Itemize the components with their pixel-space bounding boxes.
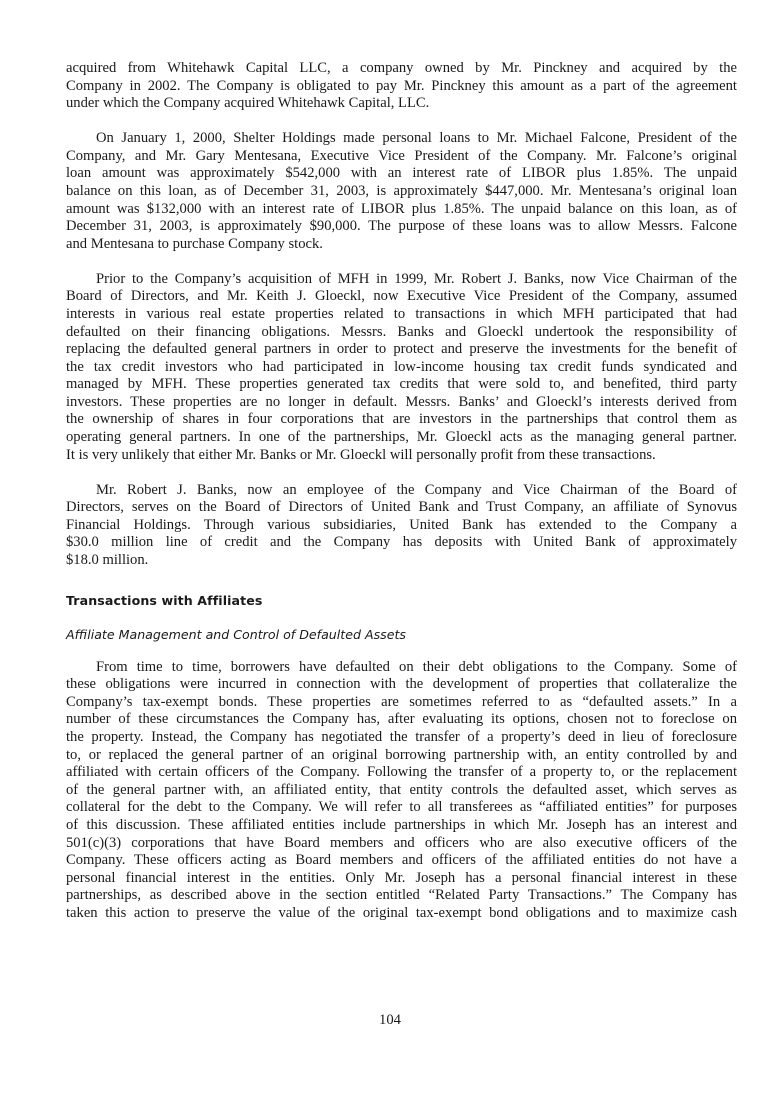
text-line: of the general partner with, an affiliated entity, that entity controls the defaulted asset, which serves as (66, 781, 737, 798)
text-line: Board of Directors, and Mr. Keith J. Gloeckl, now Executive Vice President of the Company, assumed (66, 288, 737, 305)
text-line: 501(c)(3) corporations that have Board members and officers who are also executive officers of the (66, 834, 737, 851)
text-line: It is very unlikely that either Mr. Banks or Mr. Gloeckl will personally profit from these transactions. (66, 446, 656, 463)
text-line: partnerships, as described above in the section entitled “Related Party Transactions.” The Company has (66, 887, 737, 904)
text-line: interests in various real estate properties related to transactions in which MFH participated that had (66, 305, 737, 322)
paragraph-united-bank (66, 482, 737, 570)
text-line: December 31, 2003, is approximately $90,000. The purpose of these loans was to allow Messrs. Falcone (66, 218, 737, 235)
text-line: the property. Instead, the Company has negotiated the transfer of a property’s deed in lieu of foreclosure (66, 728, 737, 745)
text-line: Directors, serves on the Board of Directors of United Bank and Trust Company, an affiliate of Synovus (66, 499, 737, 516)
text-line: loan amount was approximately $542,000 with an interest rate of LIBOR plus 1.85%. The unpaid (66, 165, 737, 182)
page-number: 104 (379, 1012, 401, 1028)
document-page (66, 60, 737, 940)
text-line: number of these circumstances the Company has, after evaluating its options, chosen not to foreclose on (66, 711, 737, 728)
text-line: replacing the defaulted general partners in order to protect and preserve the investments for the benefit of (66, 341, 737, 358)
text-line: affiliated with certain officers of the Company. Following the transfer of a property to, or the replacement (66, 764, 737, 781)
text-line: operating general partners. In one of the partnerships, Mr. Gloeckl acts as the managing general partner. (66, 429, 737, 446)
text-line: Mr. Robert J. Banks, now an employee of the Company and Vice Chairman of the Board of (96, 481, 737, 498)
text-line: managed by MFH. These properties generated tax credits that were sold to, and benefited, third party (66, 376, 737, 393)
text-line: On January 1, 2000, Shelter Holdings made personal loans to Mr. Michael Falcone, President of the (96, 130, 737, 147)
text-line: and Mentesana to purchase Company stock. (66, 235, 323, 252)
text-line: Prior to the Company’s acquisition of MFH in 1999, Mr. Robert J. Banks, now Vice Chairman of the (96, 270, 737, 287)
text-line: the tax credit investors who had participated in low-income housing tax credit funds syndicated and (66, 358, 737, 375)
text-line: of this discussion. These affiliated entities include partnerships in which Mr. Joseph has an interest and (66, 816, 737, 833)
text-line: taken this action to preserve the value of the original tax-exempt bond obligations and to maximize cash (66, 904, 737, 921)
text-line: investors. These properties are no longer in default. Messrs. Banks’ and Gloeckl’s interests derived from (66, 393, 737, 410)
text-line: $30.0 million line of credit and the Company has deposits with United Bank of approximately (66, 534, 737, 551)
text-line: collateral for the debt to the Company. We will refer to all transferees as “affiliated entities” for purposes (66, 799, 737, 816)
text-line: under which the Company acquired Whitehawk Capital, LLC. (66, 95, 430, 112)
text-line: Company. These officers acting as Board members and officers of the affiliated entities do not have a (66, 852, 737, 869)
text-line: amount was $132,000 with an interest rate of LIBOR plus 1.85%. The unpaid balance on this loan, as of (66, 200, 737, 217)
text-line: these obligations were incurred in connection with the development of properties that collateralize the (66, 676, 737, 693)
paragraph-whitehawk (66, 60, 737, 113)
text-line: balance on this loan, as of December 31, 2003, is approximately $447,000. Mr. Mentesana’s original loan (66, 182, 737, 199)
text-line: Company’s tax-exempt bonds. These properties are sometimes referred to as “defaulted assets.” In a (66, 693, 737, 710)
text-line: From time to time, borrowers have defaulted on their debt obligations to the Company. Some of (96, 658, 737, 675)
text-line: personal financial interest in the entities. Only Mr. Joseph has a personal financial interest in these (66, 869, 737, 886)
text-line: Company in 2002. The Company is obligated to pay Mr. Pinckney this amount as a part of the agreement (66, 77, 737, 94)
paragraph-mfh-acquisition (66, 271, 737, 465)
text-line: Financial Holdings. Through various subsidiaries, United Bank has extended to the Company a (66, 516, 737, 533)
text-line: the ownership of shares in four corporations that are investors in the partnerships that control them as (66, 411, 737, 428)
text-line: defaulted on their financing obligations. Messrs. Banks and Gloeckl undertook the responsibility of (66, 323, 737, 340)
text-line: Company, and Mr. Gary Mentesana, Executive Vice President of the Company. Mr. Falcone’s original (66, 147, 737, 164)
text-line: $18.0 million. (66, 552, 149, 569)
paragraph-defaulted-assets (66, 659, 737, 923)
section-heading: Transactions with Affiliates (66, 592, 263, 608)
subsection-heading: Affiliate Management and Control of Defaulted Assets (66, 626, 406, 642)
text-line: to, or replaced the general partner of an original borrowing partnership with, an entity controlled by and (66, 746, 737, 763)
paragraph-personal-loans (66, 130, 737, 253)
text-line: acquired from Whitehawk Capital LLC, a company owned by Mr. Pinckney and acquired by the (66, 60, 737, 76)
